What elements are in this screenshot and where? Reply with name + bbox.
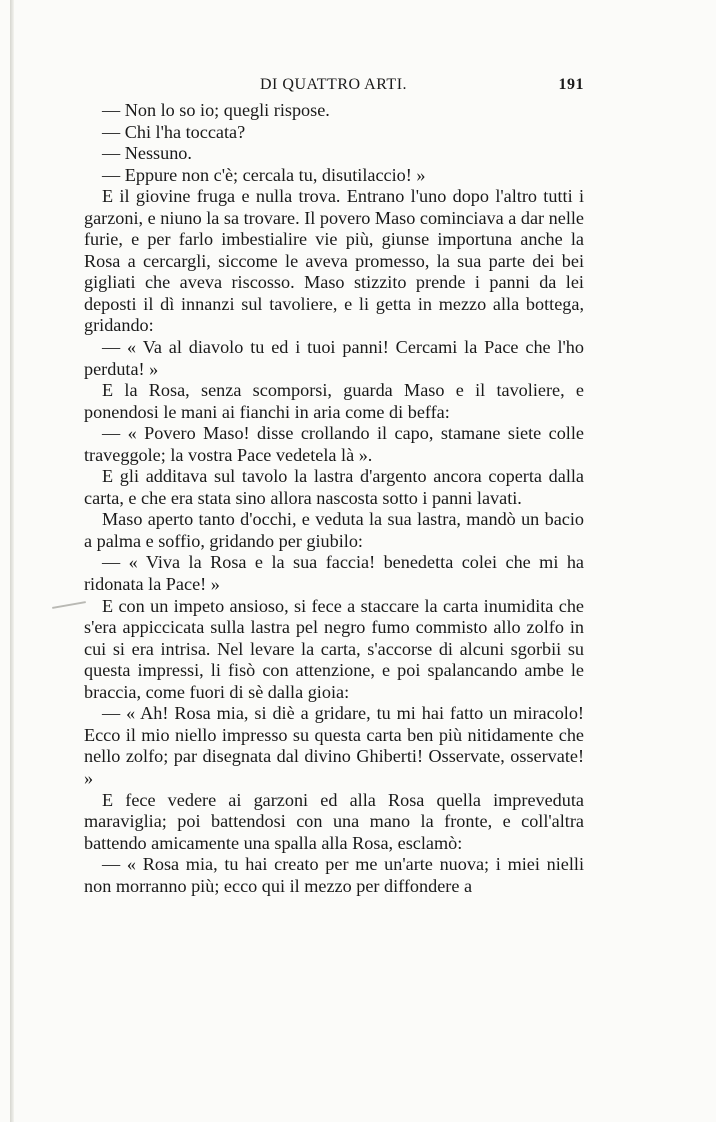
paragraph: E fece vedere ai garzoni ed alla Rosa quella impreveduta maraviglia; poi battendosi con una mano la fronte, e coll'altra battendo amicamente una spalla alla Rosa, esclamò:: [84, 789, 584, 853]
paragraph: Maso aperto tanto d'occhi, e veduta la sua lastra, mandò un bacio a palma e soffio, gridando per giubilo:: [84, 509, 584, 551]
paragraph: — « Rosa mia, tu hai creato per me un'arte nuova; i miei nielli non morranno più; ecco qui il mezzo per diffondere a: [84, 854, 584, 896]
paragraph: — « Povero Maso! disse crollando il capo, stamane siete colle traveggole; la vostra Pace vedetela là ».: [84, 423, 584, 465]
paragraph: — « Va al diavolo tu ed i tuoi panni! Cercami la Pace che l'ho perduta! »: [84, 337, 584, 379]
paragraph: — « Viva la Rosa e la sua faccia! benedetta colei che mi ha ridonata la Pace! »: [84, 552, 584, 595]
scan-mark: [52, 601, 86, 609]
page-number: 191: [558, 76, 584, 93]
running-title: DI QUATTRO ARTI.: [260, 76, 408, 93]
paragraph: — Eppure non c'è; cercala tu, disutilaccio! »: [102, 164, 426, 185]
page-header: [84, 76, 584, 98]
paragraph: — Chi l'ha toccata?: [102, 121, 246, 142]
paragraph: — « Ah! Rosa mia, si diè a gridare, tu mi hai fatto un miracolo! Ecco il mio niello impresso su questa carta ben più nitidamente che nello zolfo; par disegnata dal divino Ghiberti! Osservate, osservate! »: [84, 703, 584, 788]
paragraph: E gli additava sul tavolo la lastra d'argento ancora coperta dalla carta, e che era stata sino allora nascosta sotto i panni lavati.: [84, 466, 584, 508]
paragraph: E la Rosa, senza scomporsi, guarda Maso e il tavoliere, e ponendosi le mani ai fianchi in aria come di beffa:: [84, 380, 584, 422]
paragraph: E con un impeto ansioso, si fece a staccare la carta inumidita che s'era appiccicata sulla lastra pel negro fumo commisto allo zolfo in cui si era intrisa. Nel levare la carta, s'accorse di alcuni sgorbii su questa impressi, li fisò con attenzione, e poi spalancando ambe le braccia, come fuori di sè dalla gioia:: [84, 595, 584, 702]
paragraph: — Nessuno.: [102, 143, 192, 164]
paragraph: — Non lo so io; quegli rispose.: [102, 100, 330, 120]
page-binding-edge: [10, 0, 14, 1122]
paragraph: E il giovine fruga e nulla trova. Entrano l'uno dopo l'altro tutti i garzoni, e niuno la sa trovare. Il povero Maso cominciava a dar nelle furie, e per farlo imbestialire vie più, giunse importuna anche la Rosa a cercargli, siccome le aveva promesso, la sua parte dei bei gigliati che aveva riscosso. Maso stizzito prende i panni da lei deposti il dì innanzi sul tavoliere, e li getta in mezzo alla bottega, gridando:: [84, 186, 584, 336]
body-text: [84, 100, 584, 897]
